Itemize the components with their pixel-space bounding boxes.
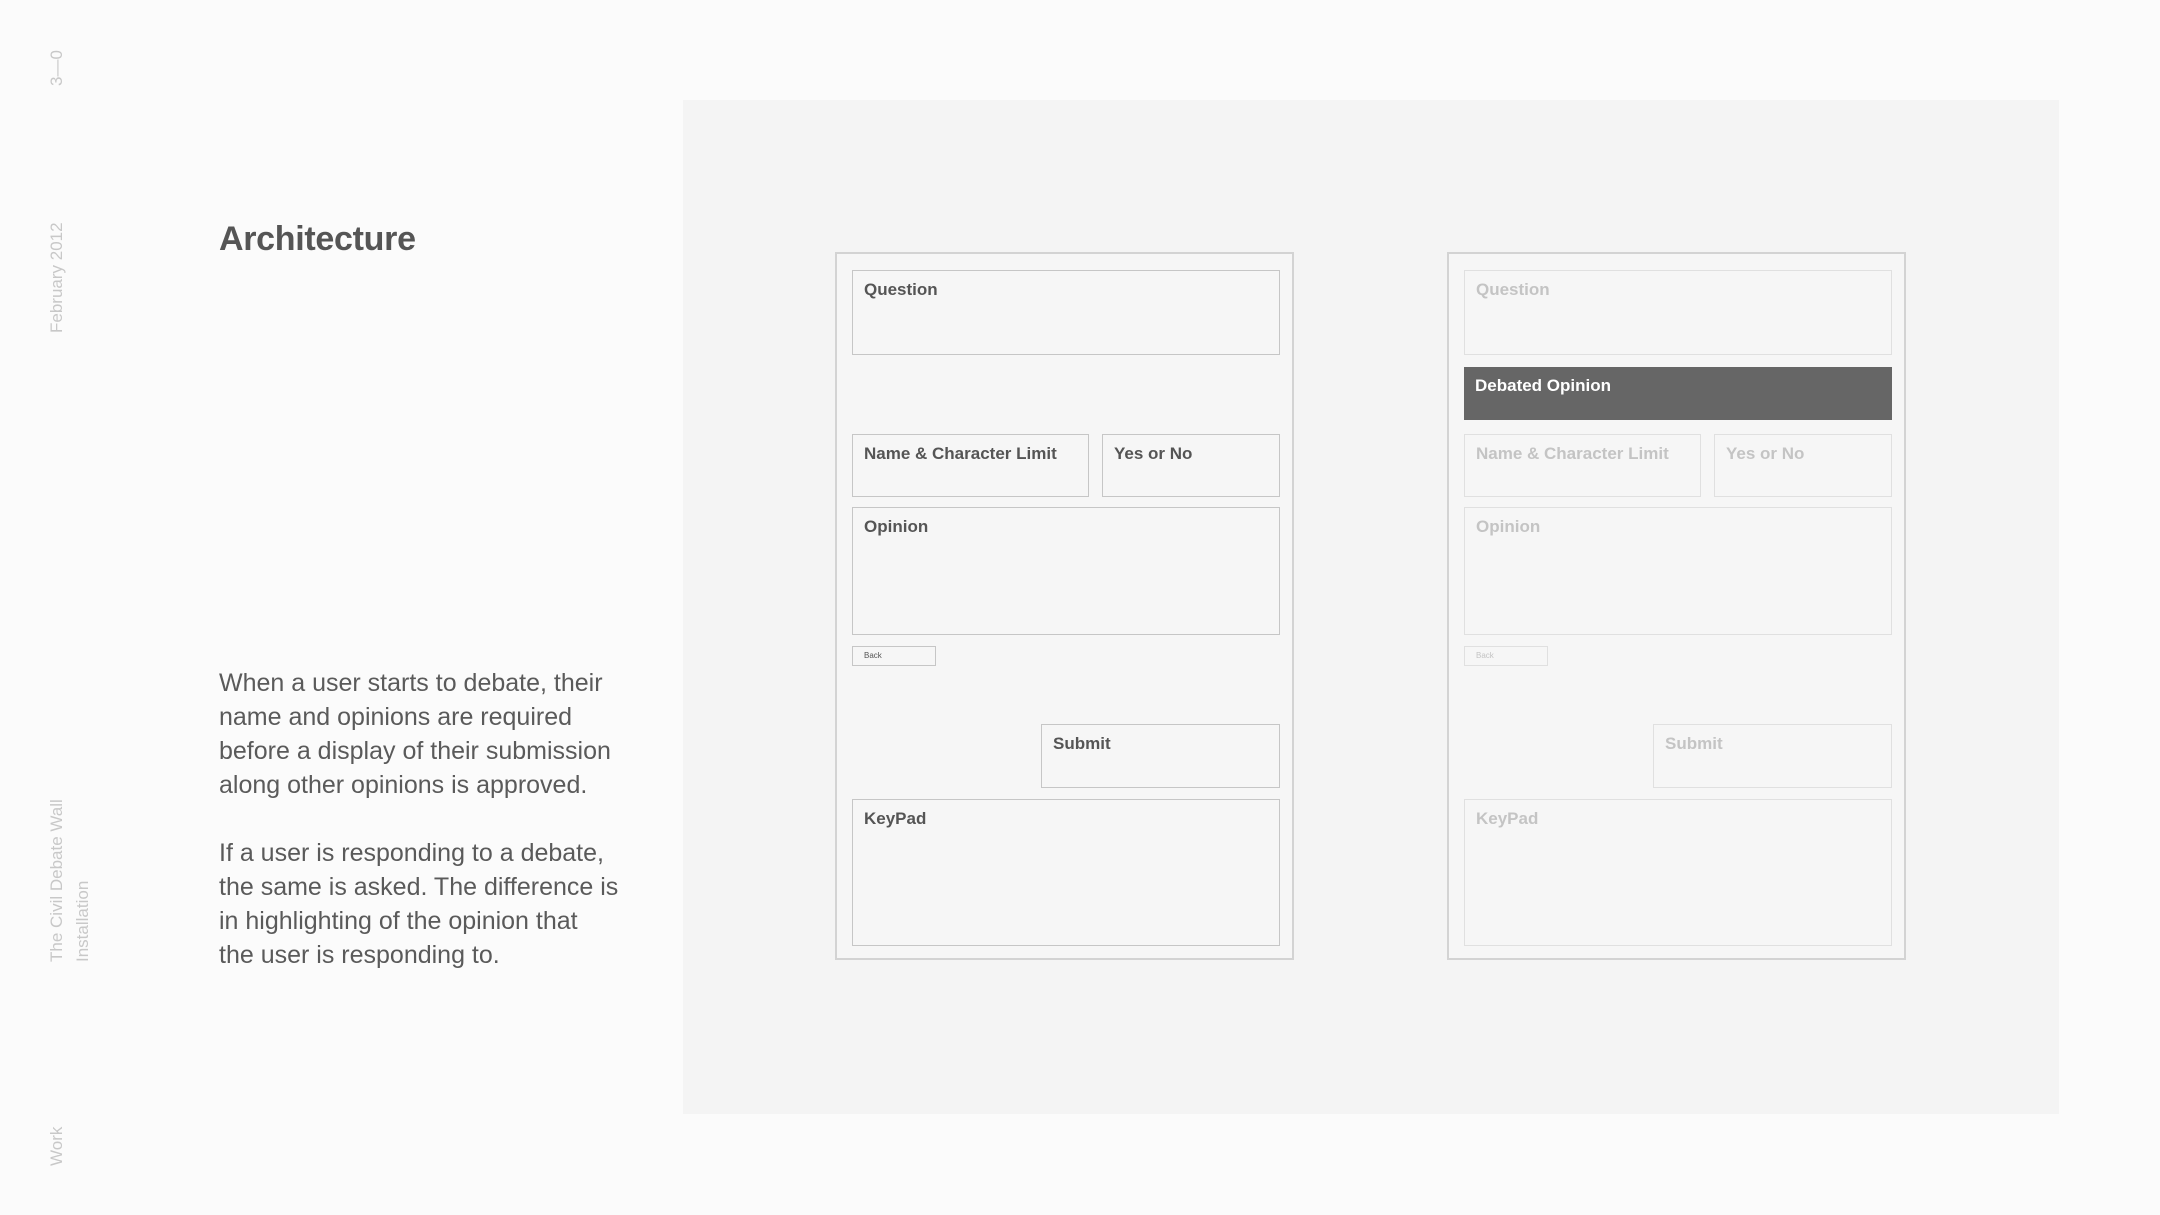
name-character-limit-label: Name & Character Limit bbox=[1476, 444, 1669, 463]
yes-or-no-box bbox=[1102, 434, 1280, 497]
submit-button bbox=[1041, 724, 1280, 788]
opinion-label: Opinion bbox=[864, 517, 929, 536]
submit-button bbox=[1653, 724, 1892, 788]
debated-opinion-label: Debated Opinion bbox=[1475, 376, 1611, 395]
description bbox=[219, 666, 619, 1006]
keypad-box bbox=[1464, 799, 1892, 946]
project-date: February 2012 bbox=[47, 222, 66, 333]
yes-or-no-box bbox=[1714, 434, 1892, 497]
back-label: Back bbox=[1476, 651, 1494, 660]
name-character-limit-box bbox=[852, 434, 1089, 497]
back-button bbox=[852, 646, 936, 666]
page-number: 3—0 bbox=[47, 50, 66, 86]
description-paragraph-2: If a user is responding to a debate, the same is asked. The difference is in highlighting of the opinion that the user is responding to. bbox=[219, 839, 619, 969]
opinion-box bbox=[852, 507, 1280, 635]
question-label: Question bbox=[1476, 280, 1550, 299]
description-paragraph-1: When a user starts to debate, their name and opinions are required before a display of their submission along other opinions is approved. bbox=[219, 669, 611, 799]
opinion-label: Opinion bbox=[1476, 517, 1541, 536]
page-title: Architecture bbox=[219, 220, 416, 258]
project-name-line-1: The Civil Debate Wall bbox=[47, 799, 66, 962]
submit-label: Submit bbox=[1665, 734, 1723, 753]
keypad-box bbox=[852, 799, 1280, 946]
question-box bbox=[852, 270, 1280, 355]
opinion-box bbox=[1464, 507, 1892, 635]
project-name bbox=[44, 799, 96, 962]
name-character-limit-box bbox=[1464, 434, 1701, 497]
project-name-line-2: Installation bbox=[73, 880, 92, 962]
name-character-limit-label: Name & Character Limit bbox=[864, 444, 1057, 463]
yes-or-no-label: Yes or No bbox=[1114, 444, 1193, 463]
keypad-label: KeyPad bbox=[864, 809, 927, 828]
yes-or-no-label: Yes or No bbox=[1726, 444, 1805, 463]
debated-opinion-box bbox=[1464, 367, 1892, 420]
wireframe-respond-debate bbox=[1447, 252, 1906, 960]
section-label: Work bbox=[47, 1126, 66, 1166]
back-label: Back bbox=[864, 651, 882, 660]
submit-label: Submit bbox=[1053, 734, 1111, 753]
back-button bbox=[1464, 646, 1548, 666]
wireframe-new-debate bbox=[835, 252, 1294, 960]
question-box bbox=[1464, 270, 1892, 355]
keypad-label: KeyPad bbox=[1476, 809, 1539, 828]
question-label: Question bbox=[864, 280, 938, 299]
